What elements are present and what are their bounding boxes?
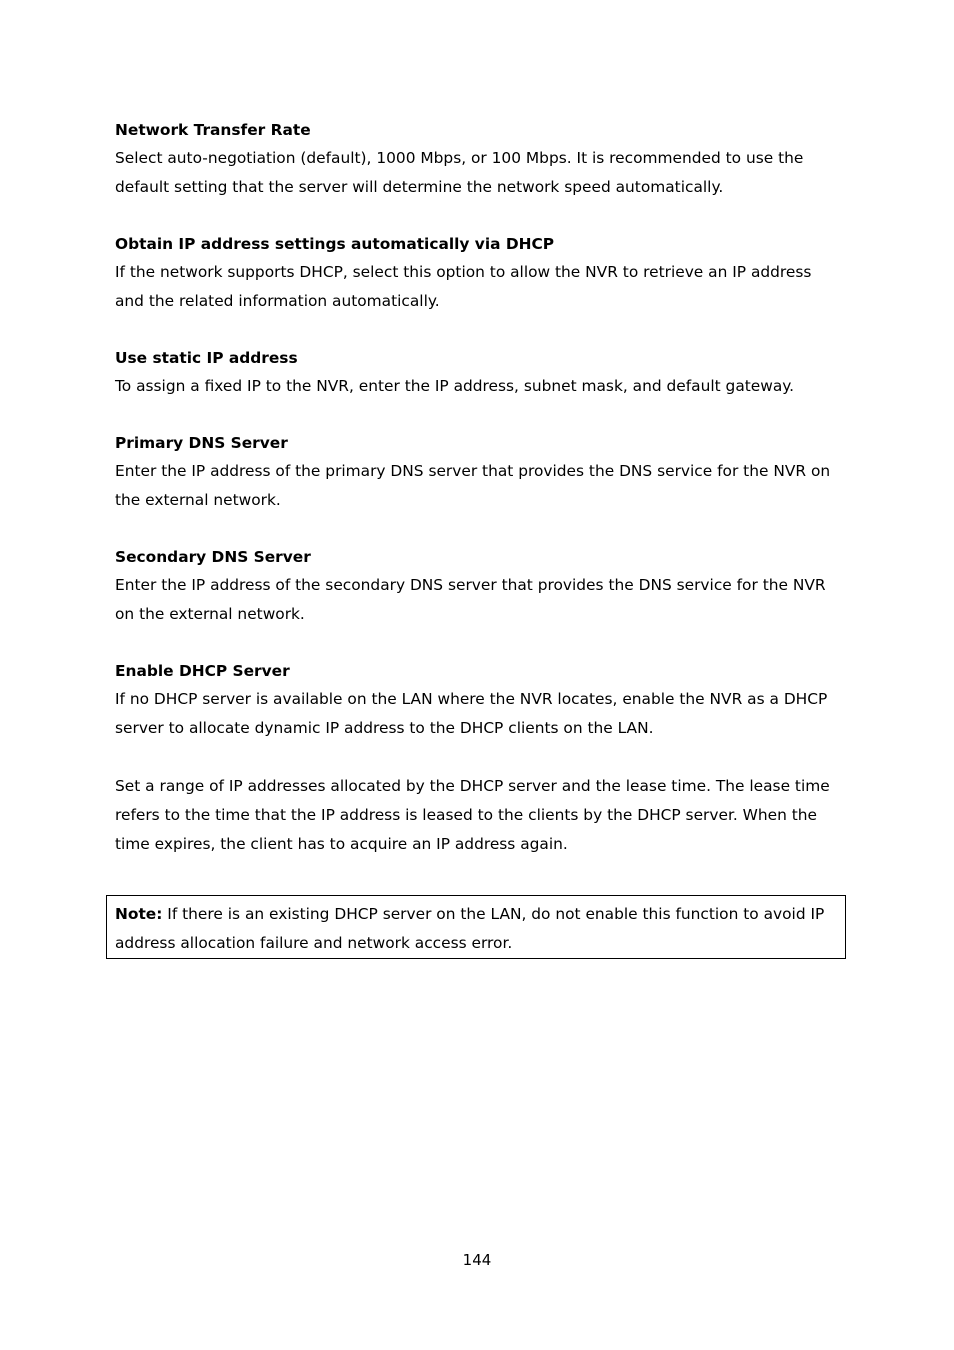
note-text <box>115 900 843 958</box>
section-paragraph: Select auto-negotiation (default), 1000 Mbps, or 100 Mbps. It is recommended to use the default setting that the server will determine the network speed automatically. <box>115 149 804 196</box>
note-box <box>106 895 846 959</box>
section-paragraph: To assign a fixed IP to the NVR, enter the IP address, subnet mask, and default gateway. <box>115 377 795 395</box>
section-enable-dhcp-server <box>115 658 843 859</box>
section-paragraph: Enter the IP address of the primary DNS server that provides the DNS service for the NVR on the external network. <box>115 462 831 509</box>
spacer <box>115 629 843 658</box>
content-area <box>115 117 843 859</box>
page-number: 144 <box>462 1251 492 1269</box>
section-static-ip <box>115 345 843 401</box>
section-heading: Secondary DNS Server <box>115 548 311 566</box>
spacer <box>115 401 843 430</box>
spacer <box>115 515 843 544</box>
section-heading: Enable DHCP Server <box>115 662 290 680</box>
section-paragraph: Set a range of IP addresses allocated by the DHCP server and the lease time. The lease time refers to the time that the IP address is leased to the clients by the DHCP server. When the time expires, the client has to acquire an IP address again. <box>115 777 830 853</box>
section-primary-dns <box>115 430 843 515</box>
section-heading: Obtain IP address settings automatically via DHCP <box>115 235 555 253</box>
section-heading: Network Transfer Rate <box>115 121 311 139</box>
section-dhcp-auto <box>115 231 843 316</box>
section-heading: Use static IP address <box>115 349 298 367</box>
section-heading: Primary DNS Server <box>115 434 288 452</box>
spacer <box>115 316 843 345</box>
section-paragraph: If the network supports DHCP, select this option to allow the NVR to retrieve an IP address and the related information automatically. <box>115 263 812 310</box>
note-body: If there is an existing DHCP server on the LAN, do not enable this function to avoid IP address allocation failure and network access error. <box>115 905 825 952</box>
note-label: Note: <box>115 905 163 923</box>
spacer <box>115 743 843 772</box>
section-paragraph: Enter the IP address of the secondary DNS server that provides the DNS service for the NVR on the external network. <box>115 576 826 623</box>
section-network-transfer-rate <box>115 117 843 202</box>
section-paragraph: If no DHCP server is available on the LAN where the NVR locates, enable the NVR as a DHCP server to allocate dynamic IP address to the DHCP clients on the LAN. <box>115 690 828 737</box>
spacer <box>115 202 843 231</box>
section-secondary-dns <box>115 544 843 629</box>
